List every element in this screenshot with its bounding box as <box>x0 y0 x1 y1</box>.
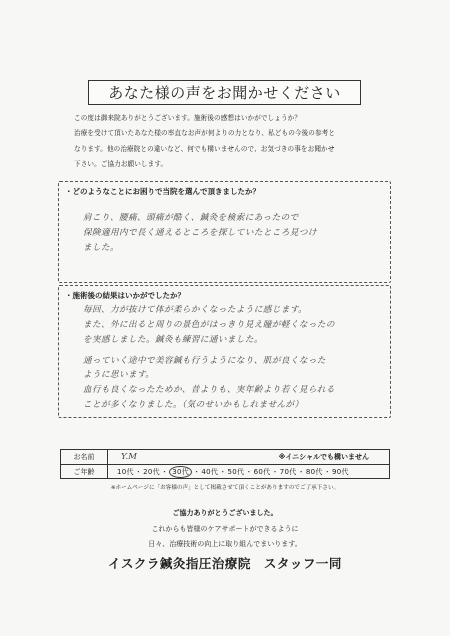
page-title <box>88 80 361 105</box>
question2-answer-line: 通っていく途中で美容鍼も行うようになり、肌が良くなった <box>83 356 326 366</box>
age-separator: ・ <box>219 468 227 476</box>
thanks-line: これからも皆様のケアサポートができるように <box>151 525 299 533</box>
question1-label: ・どのようなことにお困りで当院を選んで頂きましたか？ <box>65 187 260 196</box>
age-option[interactable]: 50代 <box>227 468 245 476</box>
question2-answer-line: を実感しました。鍼灸も練習に通いました。 <box>83 335 263 345</box>
age-separator: ・ <box>271 468 279 476</box>
age-separator: ・ <box>245 468 253 476</box>
age-option[interactable]: 80代 <box>305 468 323 476</box>
name-value: Y.M <box>121 452 137 462</box>
intro-text <box>74 111 394 173</box>
age-option[interactable]: 90代 <box>332 468 349 476</box>
thanks-line: 日々、治療技術の向上に取り組んでまいります。 <box>148 540 302 548</box>
age-label: ご年齢 <box>61 465 108 479</box>
customer-info-table <box>60 449 390 479</box>
question2-answer-line: 毎回、力が抜けて体が柔らかくなったように感じます。 <box>83 305 308 315</box>
intro-line: なります。他の治療院との違いなど、何でも構いませんので、お気づきの事をお聞かせ <box>74 144 335 153</box>
age-separator: ・ <box>134 468 143 476</box>
question1-answer-line: ました。 <box>83 243 119 253</box>
clinic-signature: イスクラ鍼灸指圧治療院 スタッフ一同 <box>108 556 342 571</box>
question2-answer-line: ように思います。 <box>83 370 155 380</box>
initial-note: ※イニシャルでも構いません <box>278 453 369 461</box>
age-separator: ・ <box>160 468 169 476</box>
question2-answer-line: ことが多くなりました。（気のせいかもしれませんが） <box>83 400 304 410</box>
age-separator: ・ <box>323 468 331 476</box>
age-option[interactable]: 60代 <box>253 468 271 476</box>
name-label: お名前 <box>61 450 108 464</box>
question1-box <box>58 181 391 283</box>
age-row <box>61 465 389 479</box>
age-options <box>117 465 349 479</box>
age-separator: ・ <box>193 468 201 476</box>
intro-line: 下さい。ご協力お願いします。 <box>74 160 168 169</box>
question1-answer-line: 保険適用内で長く通えるところを探していたところ見つけ <box>83 228 317 238</box>
question2-box <box>58 285 391 418</box>
page-title-text: あなた様の声をお聞かせください <box>108 84 341 102</box>
age-option[interactable]: 10代 <box>117 468 134 476</box>
question1-answer-line: 肩こり、腰痛、頭痛が酷く、鍼灸を検索にあったので <box>83 213 299 223</box>
question2-answer-line: 血行も良くなったためか、昔よりも、実年齢より若く見られる <box>83 385 335 395</box>
intro-line: この度は御来院ありがとうございます。施術後の感想はいかがでしょうか？ <box>74 114 302 122</box>
age-option[interactable]: 20代 <box>143 468 160 476</box>
age-option-selected[interactable]: 30代 <box>169 466 192 478</box>
age-option[interactable]: 70代 <box>279 468 297 476</box>
intro-line: 治療を受けて頂いたあなた様の率直なお声が何よりの力となり、私どもの今後の参考と <box>74 129 336 138</box>
age-separator: ・ <box>297 468 305 476</box>
age-option[interactable]: 40代 <box>201 468 219 476</box>
question2-label: ・施術後の結果はいかがでしたか？ <box>65 291 185 300</box>
question2-answer-line: また、外に出ると周りの景色がはっきり見え瞳が軽くなったの <box>83 320 335 330</box>
footnote: ※ホームページに「お客様の声」として掲載させて頂くことがありますのでご了承下さい。 <box>110 485 340 491</box>
thanks-heading: ご協力ありがとうございました。 <box>172 509 278 517</box>
name-row <box>61 450 389 465</box>
